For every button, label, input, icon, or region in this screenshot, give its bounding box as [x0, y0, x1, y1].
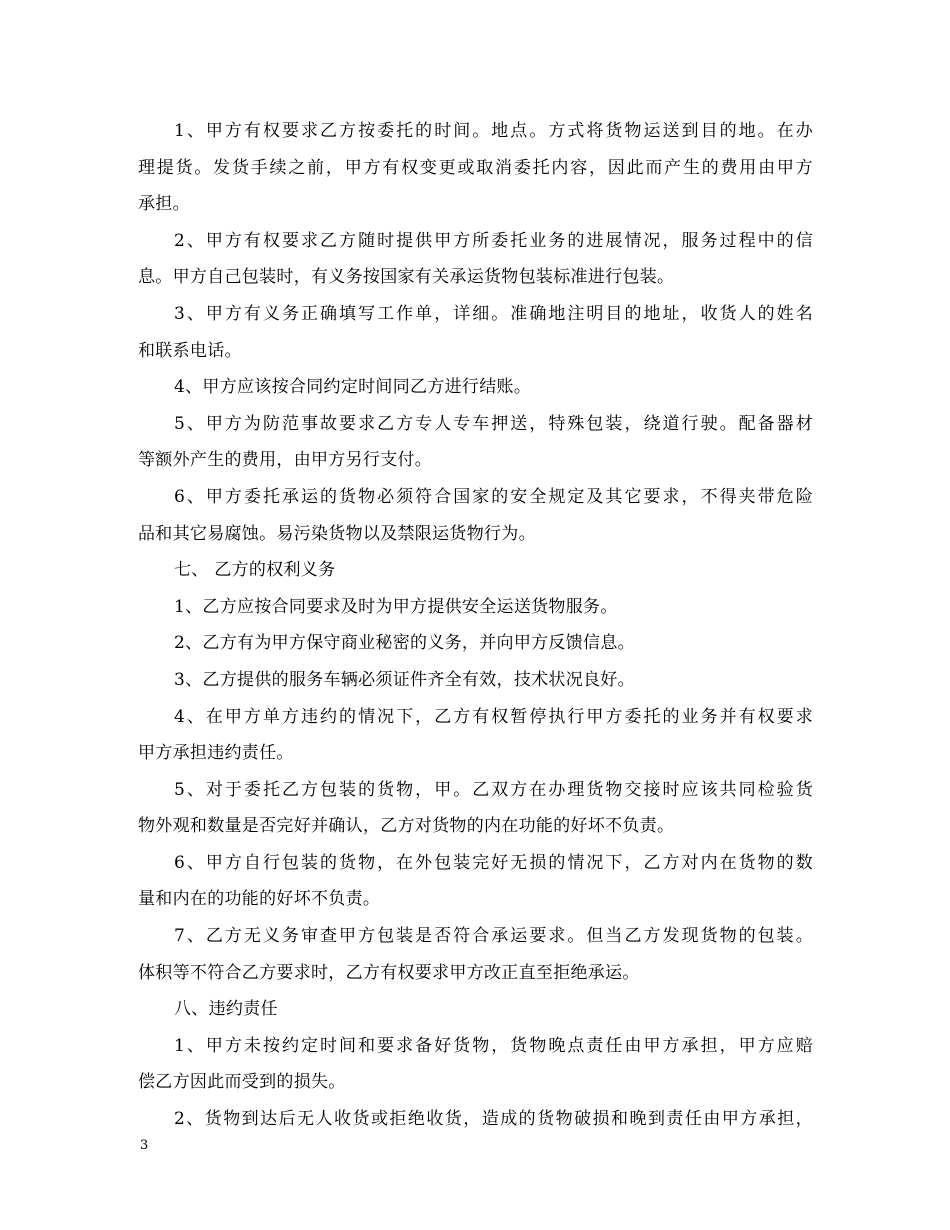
section-heading: 七、 乙方的权利义务 [174, 560, 336, 581]
paragraph-line: 5、对于委托乙方包装的货物，甲。乙双方在办理货物交接时应该共同检验货 [174, 779, 813, 800]
paragraph-line: 4、甲方应该按合同约定时间同乙方进行结账。 [174, 377, 532, 398]
paragraph-line: 和联系电话。 [138, 340, 242, 361]
paragraph-line: 1、甲方有权要求乙方按委托的时间。地点。方式将货物运送到目的地。在办 [174, 121, 813, 141]
section-heading: 八、违约责任 [174, 999, 278, 1020]
paragraph-line: 6、甲方自行包装的货物，在外包装完好无损的情况下，乙方对内在货物的数 [174, 852, 813, 873]
paragraph-line: 甲方承担违约责任。 [138, 743, 294, 764]
paragraph-line: 3、甲方有义务正确填写工作单，详细。准确地注明目的地址，收货人的姓名 [174, 303, 813, 324]
paragraph-line: 3、乙方提供的服务车辆必须证件齐全有效，技术状况良好。 [174, 669, 635, 690]
paragraph-line: 偿乙方因此而受到的损失。 [138, 1072, 346, 1093]
paragraph-line: 2、甲方有权要求乙方随时提供甲方所委托业务的进展情况，服务过程中的信 [174, 230, 813, 251]
paragraph-line: 体积等不符合乙方要求时，乙方有权要求甲方改正直至拒绝承运。 [138, 962, 640, 983]
paragraph-line: 7、乙方无义务审查甲方包装是否符合承运要求。但当乙方发现货物的包装。 [174, 926, 813, 947]
paragraph-line: 等额外产生的费用，由甲方另行支付。 [138, 450, 433, 471]
paragraph-line: 1、甲方未按约定时间和要求备好货物，货物晚点责任由甲方承担，甲方应赔 [174, 1035, 813, 1056]
paragraph-line: 品和其它易腐蚀。易污染货物以及禁限运货物行为。 [138, 523, 536, 544]
document-body [138, 113, 813, 1138]
paragraph-line: 1、乙方应按合同要求及时为甲方提供安全运送货物服务。 [174, 596, 618, 617]
paragraph-line: 息。甲方自己包装时，有义务按国家有关承运货物包装标准进行包装。 [138, 267, 675, 288]
paragraph-line: 理提货。发货手续之前，甲方有权变更或取消委托内容，因此而产生的费用由甲方 [138, 157, 813, 178]
page-number: 3 [140, 1138, 149, 1153]
paragraph-line: 2、货物到达后无人收货或拒绝收货，造成的货物破损和晚到责任由甲方承担， [174, 1109, 813, 1130]
paragraph-line: 承担。 [138, 194, 190, 215]
paragraph-line: 6、甲方委托承运的货物必须符合国家的安全规定及其它要求，不得夹带危险 [174, 486, 813, 507]
paragraph-line: 2、乙方有为甲方保守商业秘密的义务，并向甲方反馈信息。 [174, 633, 635, 654]
paragraph-line: 物外观和数量是否完好并确认，乙方对货物的内在功能的好坏不负责。 [138, 816, 675, 837]
paragraph-line: 4、在甲方单方违约的情况下，乙方有权暂停执行甲方委托的业务并有权要求 [174, 706, 813, 727]
paragraph-line: 量和内在的功能的好坏不负责。 [138, 889, 381, 910]
paragraph-line: 5、甲方为防范事故要求乙方专人专车押送，特殊包装，绕道行驶。配备器材 [174, 413, 813, 434]
